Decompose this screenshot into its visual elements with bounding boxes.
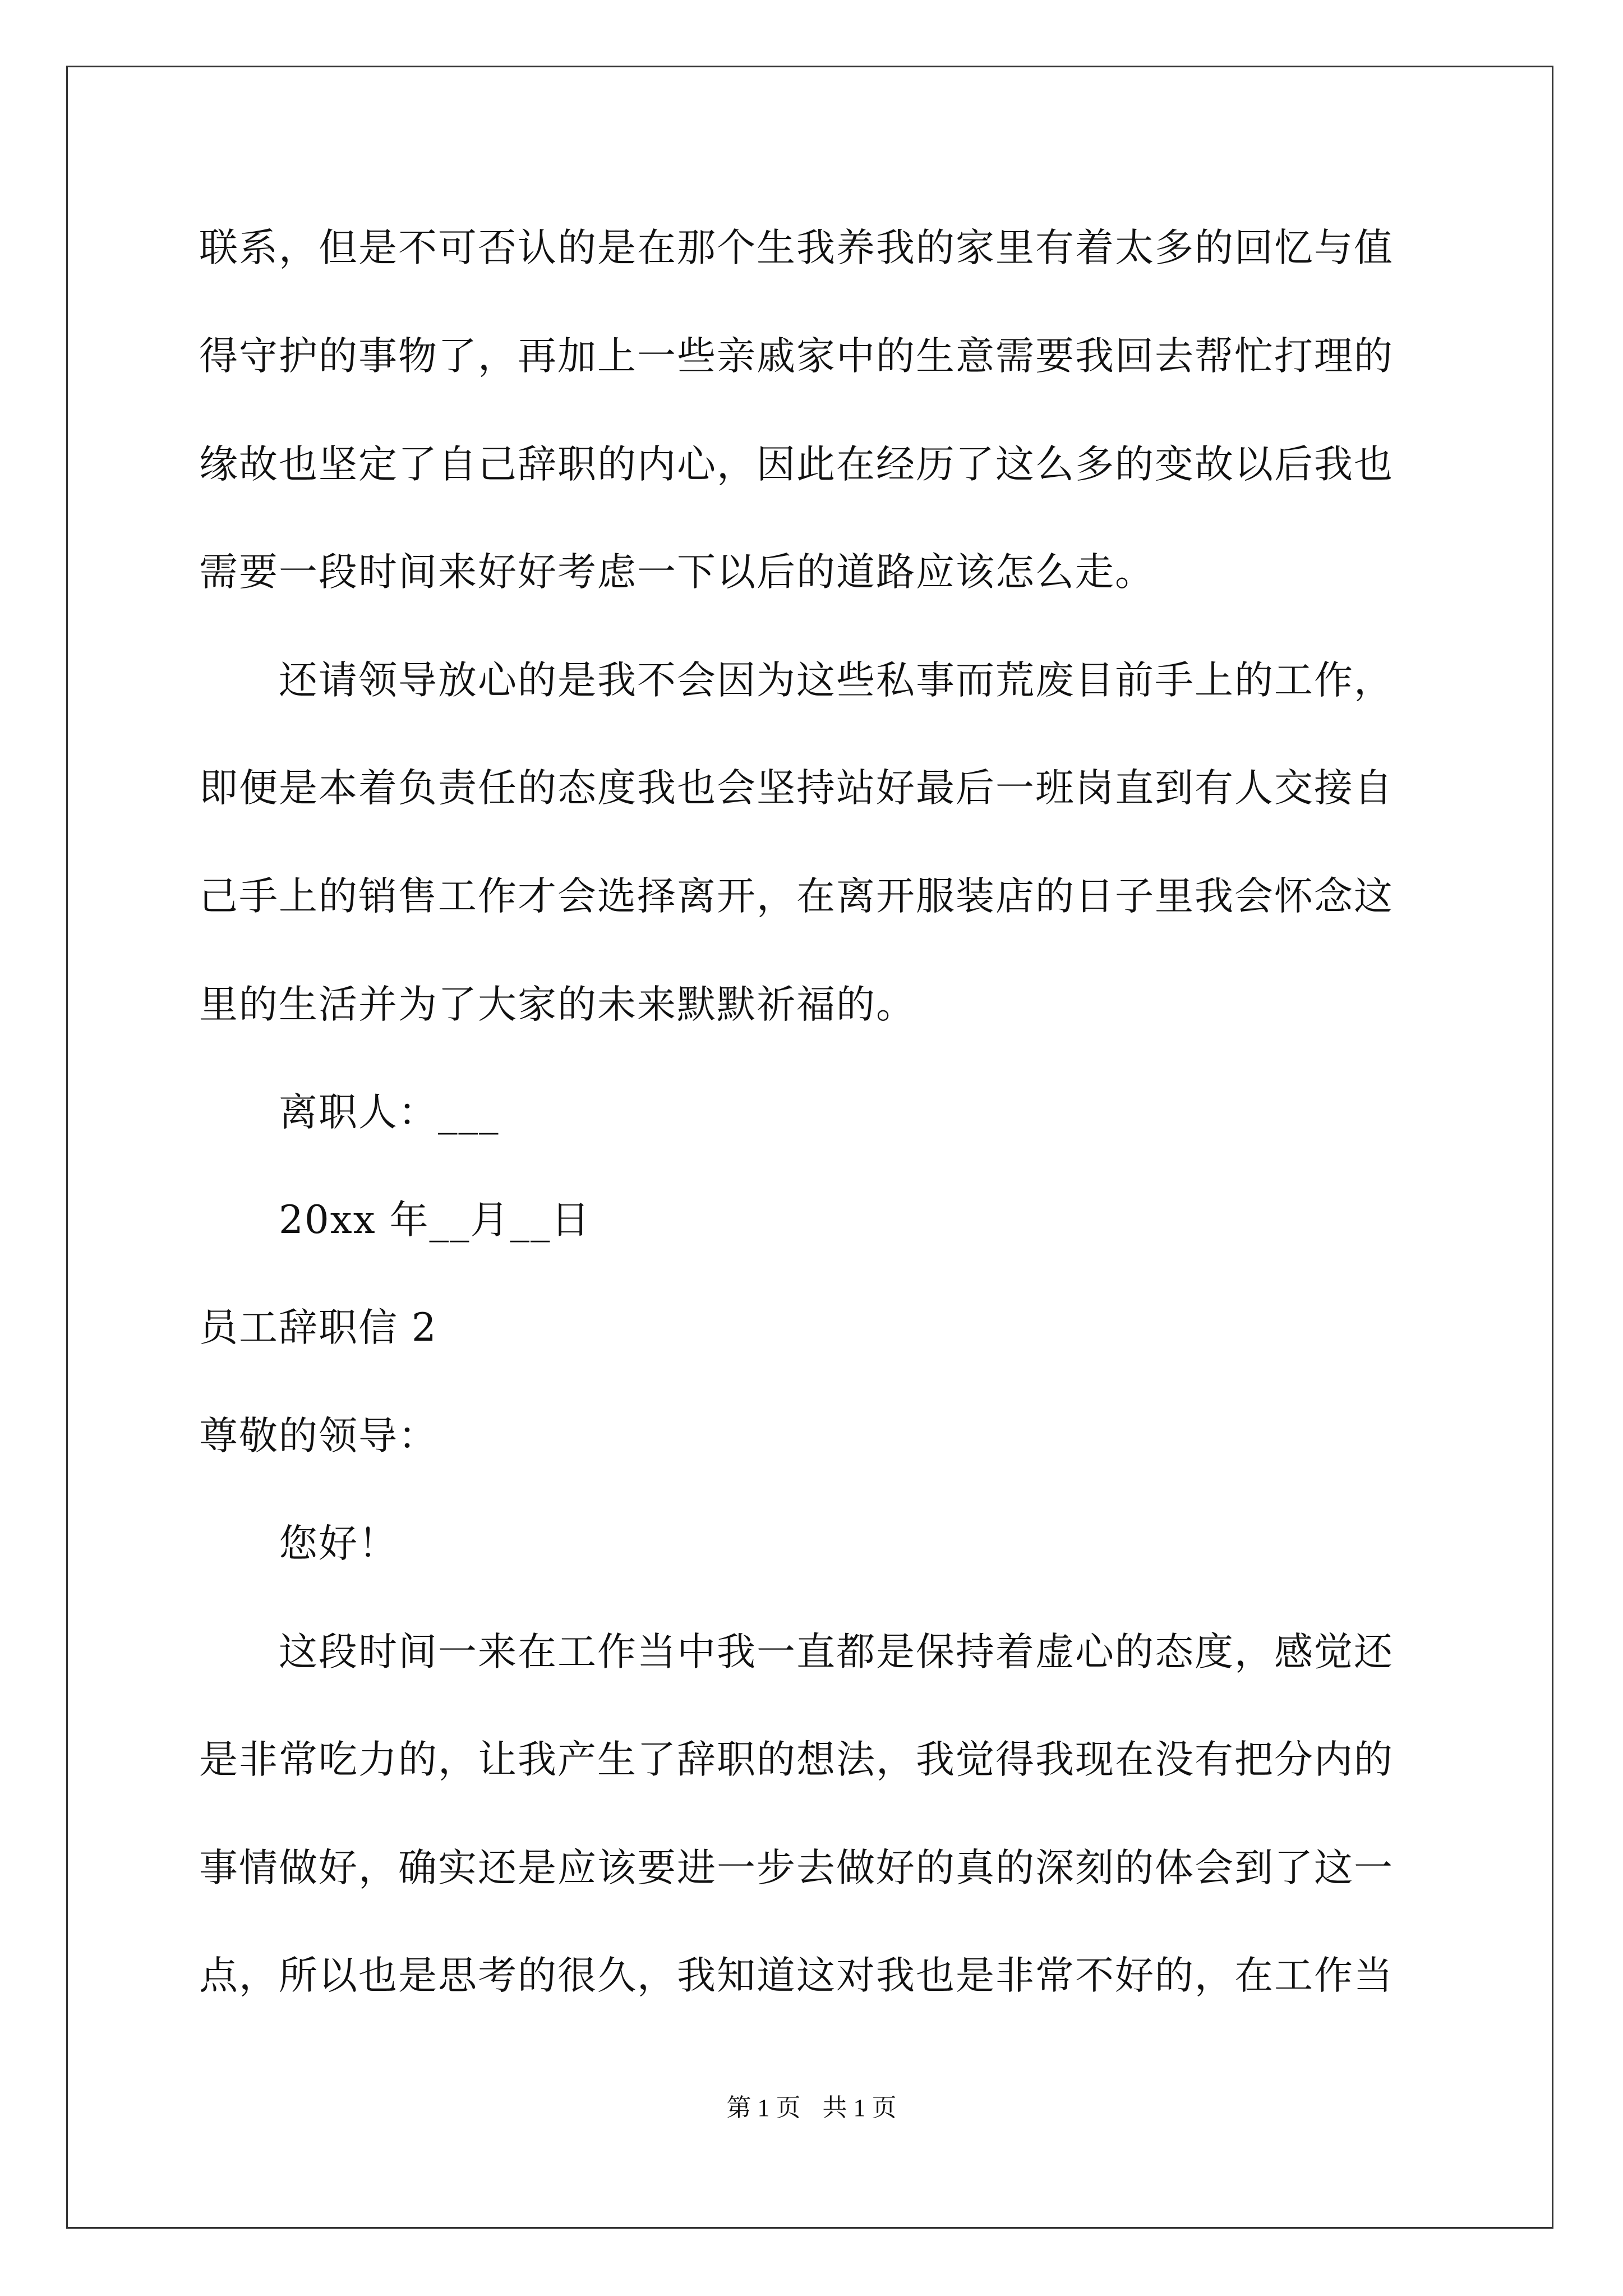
body-line: 需要一段时间来好好考虑一下以后的道路应该怎么走。 bbox=[199, 550, 1155, 595]
body-line: 点，所以也是思考的很久，我知道这对我也是非常不好的，在工作当 bbox=[199, 1953, 1394, 1998]
body-line: 联系，但是不可否认的是在那个生我养我的家里有着太多的回忆与值 bbox=[199, 226, 1394, 270]
page-footer bbox=[0, 2091, 1623, 2125]
page-border bbox=[66, 66, 1553, 2229]
body-line: 即便是本着负责任的态度我也会坚持站好最后一班岗直到有人交接自 bbox=[199, 766, 1394, 811]
paragraph-start: 还请领导放心的是我不会因为这些私事而荒废目前手上的工作， bbox=[279, 658, 1394, 703]
body-line: 里的生活并为了大家的未来默默祈福的。 bbox=[199, 982, 916, 1027]
body-line: 得守护的事物了，再加上一些亲戚家中的生意需要我回去帮忙打理的 bbox=[199, 334, 1394, 379]
section-heading: 员工辞职信 2 bbox=[199, 1305, 437, 1350]
body-line: 缘故也坚定了自己辞职的内心，因此在经历了这么多的变故以后我也 bbox=[199, 442, 1394, 487]
paragraph-start: 这段时间一来在工作当中我一直都是保持着虚心的态度，感觉还 bbox=[279, 1630, 1394, 1674]
greeting: 您好！ bbox=[279, 1521, 398, 1566]
body-line: 是非常吃力的，让我产生了辞职的想法，我觉得我现在没有把分内的 bbox=[199, 1737, 1394, 1782]
salutation: 尊敬的领导： bbox=[199, 1414, 438, 1458]
body-line: 己手上的销售工作才会选择离开，在离开服装店的日子里我会怀念这 bbox=[199, 874, 1394, 919]
page-number: 第 1 页 bbox=[726, 2094, 801, 2122]
signature-line: 离职人：___ bbox=[279, 1090, 500, 1135]
date-line: 20xx 年__月__日 bbox=[279, 1198, 591, 1243]
page-total: 共 1 页 bbox=[822, 2094, 897, 2122]
body-line: 事情做好，确实还是应该要进一步去做好的真的深刻的体会到了这一 bbox=[199, 1846, 1394, 1890]
